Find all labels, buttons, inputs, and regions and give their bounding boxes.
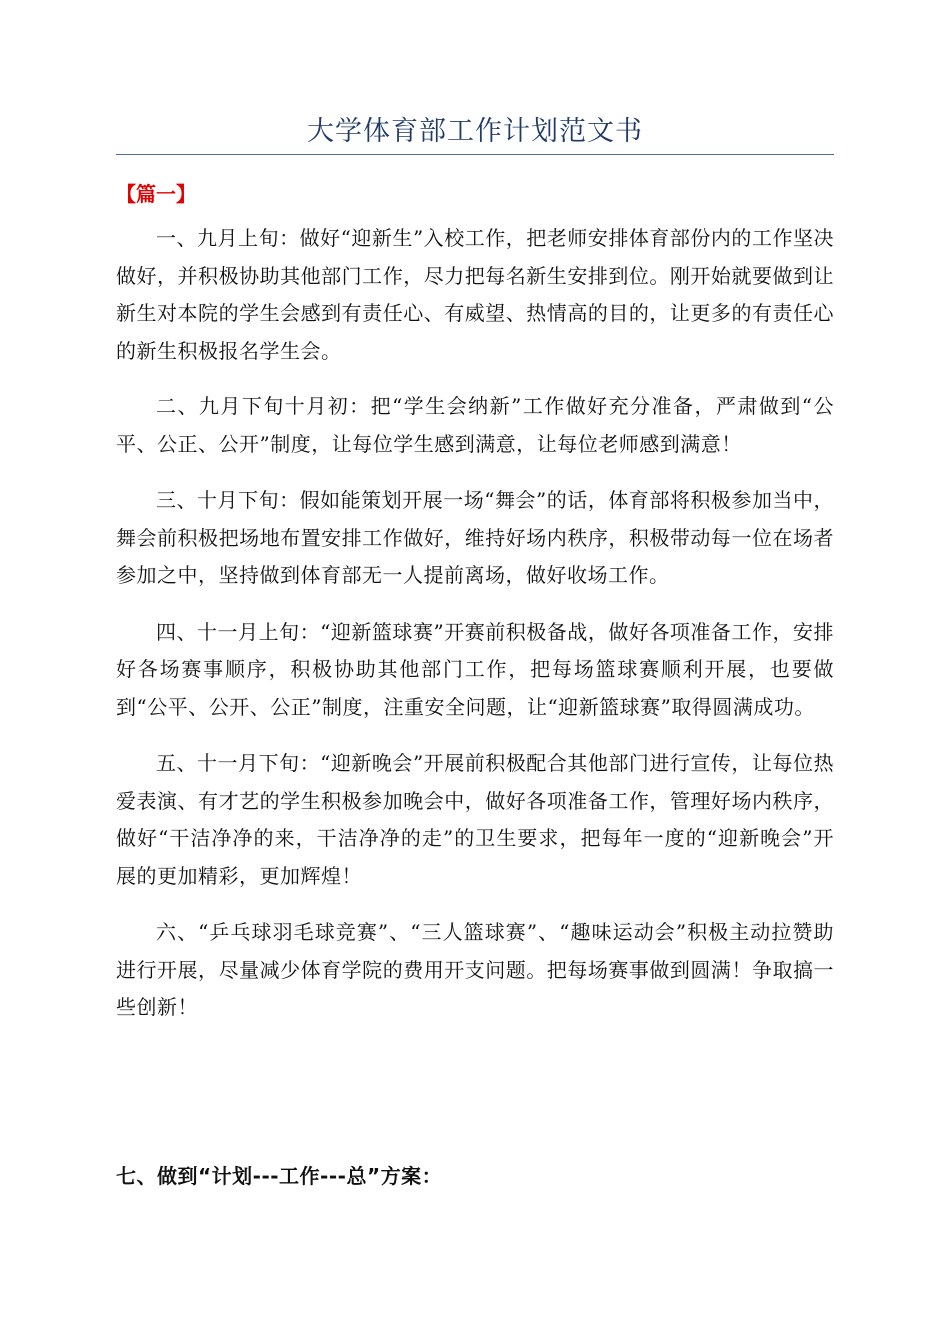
paragraph-4: 四、十一月上旬：“迎新篮球赛”开赛前积极备战，做好各项准备工作，安排好各场赛事顺序，积极协助其他部门工作，把每场篮球赛顺利开展，也要做到“公平、公开、公正”制度，注重安全问题，让“迎新篮球赛”取得圆满成功。 [116,619,834,719]
paragraph-5: 五、十一月下旬：“迎新晚会”开展前积极配合其他部门进行宣传，让每位热爱表演、有才艺的学生积极参加晚会中，做好各项准备工作，管理好场内秩序，做好“干洁净净的来，干洁净净的走”的卫生要求，把每年一度的“迎新晚会”开展的更加精彩，更加辉煌！ [116,751,834,888]
paragraph-1: 一、九月上旬：做好“迎新生”入校工作，把老师安排体育部份内的工作坚决做好，并积极协助其他部门工作，尽力把每名新生安排到位。刚开始就要做到让新生对本院的学生会感到有责任心、有威望、热情高的目的，让更多的有责任心的新生积极报名学生会。 [116,226,834,363]
paragraph-3: 三、十月下旬：假如能策划开展一场“舞会”的话，体育部将积极参加当中，舞会前积极把场地布置安排工作做好，维持好场内秩序，积极带动每一位在场者参加之中，坚持做到体育部无一人提前离场，做好收场工作。 [116,488,834,587]
paragraph-6: 六、“乒乓球羽毛球竞赛”、“三人篮球赛”、“趣味运动会”积极主动拉赞助进行开展，尽量减少体育学院的费用开支问题。把每场赛事做到圆满！争取搞一些创新！ [116,920,834,1019]
body-text [116,220,834,1046]
section-heading-7: 七、做到“计划---工作---总”方案： [116,1164,443,1188]
document-title: 大学体育部工作计划范文书 [307,116,643,147]
title-underline [116,154,834,155]
paragraph-2: 二、九月下旬十月初：把“学生会纳新”工作做好充分准备，严肃做到“公平、公正、公开”制度，让每位学生感到满意，让每位老师感到满意！ [116,394,834,456]
section-label: 【篇一】 [116,182,196,206]
